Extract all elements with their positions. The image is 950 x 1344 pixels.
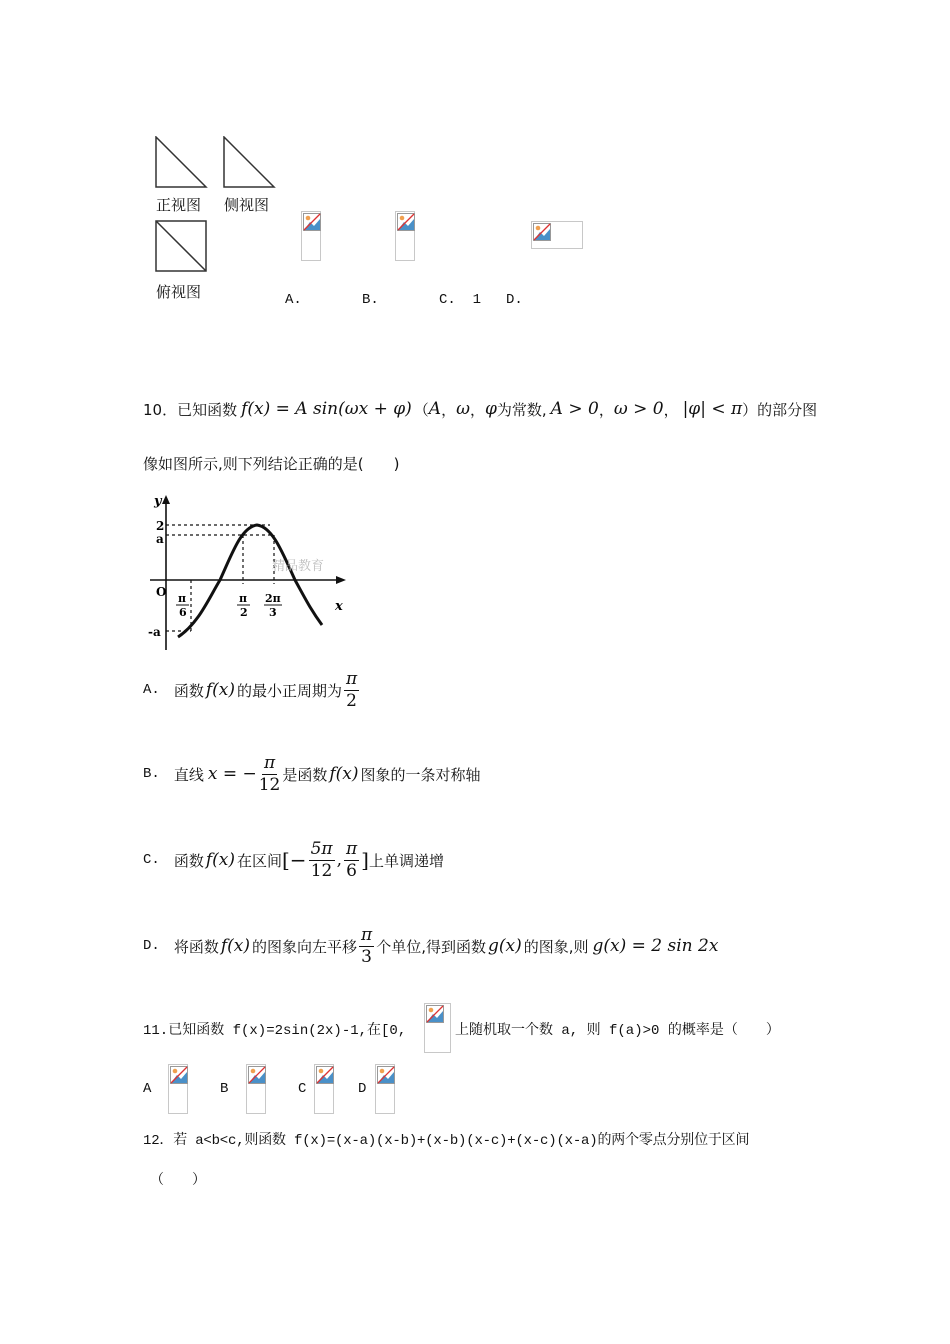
- comma: ，: [469, 400, 485, 419]
- x-tick-1-num: π: [178, 592, 187, 605]
- q10-sine-graph: [146, 492, 361, 654]
- q12-stem-line2: （ ）: [150, 1173, 206, 1189]
- x-tick-2-num: π: [239, 592, 248, 605]
- q11-option-c-image: [314, 1064, 334, 1114]
- function-g-result: g(x) = 2 sin 2x: [592, 936, 719, 956]
- q10-option-b: [143, 752, 481, 796]
- bracket: ]: [361, 848, 369, 872]
- q11-interval-image: [424, 1003, 451, 1053]
- condition-omega: ω > 0: [613, 399, 664, 419]
- function-f: f(x): [205, 680, 235, 700]
- const-phi: φ: [484, 399, 497, 419]
- side-view-label: 侧视图: [224, 196, 270, 214]
- sine-curve: [178, 525, 325, 637]
- q9-option-b: B.: [362, 292, 379, 308]
- x-tick-1-den: 6: [179, 606, 187, 619]
- option-text: 函数: [173, 681, 204, 700]
- numerator: π: [345, 838, 358, 859]
- q11-option-b-image: [246, 1064, 266, 1114]
- broken-image-icon: [377, 1066, 395, 1084]
- function-f: f(x): [205, 850, 235, 870]
- q9-option-d: D.: [506, 292, 523, 308]
- bracket: [−: [282, 848, 307, 872]
- constant-text: 为常数,: [496, 400, 547, 419]
- q11-option-a-label: A: [143, 1081, 152, 1097]
- fraction-5pi-over-12: [309, 838, 335, 881]
- q10-tail: ）的部分图: [742, 400, 818, 419]
- numerator: π: [361, 924, 373, 945]
- x-tick-3-den: 3: [269, 606, 277, 619]
- denominator: 3: [361, 946, 372, 967]
- const-a: A: [428, 399, 442, 419]
- comma: ，: [441, 400, 457, 419]
- option-label: B.: [143, 766, 160, 782]
- q9-option-a: A.: [285, 292, 302, 308]
- function-g: g(x): [487, 936, 522, 956]
- denominator: 12: [310, 860, 333, 881]
- q11-option-d-label: D: [358, 1081, 367, 1097]
- numerator: π: [263, 752, 276, 773]
- comma: ,: [336, 850, 342, 870]
- q10-option-a: [143, 668, 361, 712]
- option-text: 图象的一条对称轴: [360, 765, 481, 784]
- x-axis-label: x: [335, 599, 343, 614]
- tick-neg-a: -a: [148, 625, 161, 639]
- broken-image-icon: [426, 1005, 444, 1023]
- denominator: 2: [346, 690, 357, 711]
- answer-image-b: [395, 211, 415, 261]
- denominator: 12: [258, 774, 281, 795]
- q11-option-a-image: [168, 1064, 188, 1114]
- condition-phi: |φ| < π: [682, 399, 743, 419]
- fraction-pi-over-3: [359, 924, 374, 967]
- answer-image-a: [301, 211, 321, 261]
- answer-image-d: [531, 221, 583, 249]
- option-text: 的最小正周期为: [236, 681, 342, 700]
- q10-intro: 已知函数: [177, 400, 238, 419]
- condition-a: A > 0: [550, 399, 599, 419]
- option-label: D.: [143, 938, 160, 954]
- top-view-label: 俯视图: [156, 283, 202, 301]
- q11-option-d-image: [375, 1064, 395, 1114]
- option-label: C.: [143, 852, 160, 868]
- q11-text-before: 11.已知函数 f(x)=2sin(2x)-1,在[0,: [143, 1023, 407, 1039]
- q11-text-after: 上随机取一个数 a, 则 f(a)>0 的概率是（ ）: [455, 1023, 780, 1039]
- const-omega: ω: [456, 399, 470, 419]
- q10-option-c: [143, 838, 444, 882]
- option-label: A.: [143, 682, 160, 698]
- q11-option-c-label: C: [298, 1081, 307, 1097]
- q10-option-d: [143, 924, 718, 968]
- paren: （: [413, 400, 429, 419]
- numerator: 5π: [310, 838, 333, 859]
- y-axis-label: y: [154, 494, 162, 509]
- x-tick-3-num: 2π: [265, 592, 281, 605]
- option-text: 函数: [173, 851, 204, 870]
- q11-option-b-label: B: [220, 1081, 229, 1097]
- q10-stem-line1: [143, 396, 817, 422]
- fraction-pi-over-6: [344, 838, 359, 881]
- numerator: π: [346, 668, 358, 689]
- q10-stem-line2: 像如图所示,则下列结论正确的是( ): [143, 455, 400, 473]
- side-view-figure: [223, 136, 278, 190]
- line-x: x = −: [207, 764, 257, 784]
- option-text: 直线: [173, 765, 204, 784]
- option-text: 的图象向左平移: [251, 937, 357, 956]
- tick-2: 2: [156, 519, 165, 533]
- front-view-figure: [155, 136, 210, 190]
- option-text: 在区间: [236, 851, 282, 870]
- denominator: 6: [346, 860, 357, 881]
- watermark: 精品教育: [272, 559, 325, 574]
- broken-image-icon: [533, 223, 551, 241]
- function-f: f(x): [220, 936, 250, 956]
- comma: ，: [663, 400, 679, 419]
- q12-stem-line1: 12．若 a<b<c,则函数 f(x)=(x-a)(x-b)+(x-b)(x-c)+(x-c)(x-a)的两个零点分别位于区间: [143, 1133, 750, 1149]
- broken-image-icon: [303, 213, 321, 231]
- broken-image-icon: [248, 1066, 266, 1084]
- top-view-figure: [155, 220, 210, 274]
- broken-image-icon: [316, 1066, 334, 1084]
- option-text: 个单位,得到函数: [376, 937, 486, 956]
- x-tick-2-den: 2: [240, 606, 248, 619]
- fraction-pi-over-2: [344, 668, 359, 711]
- q10-number: 10．: [143, 400, 178, 419]
- option-text: 是函数: [282, 765, 328, 784]
- option-text: 上单调递增: [368, 851, 444, 870]
- option-text: 的图象,则: [523, 937, 589, 956]
- comma: ，: [598, 400, 614, 419]
- q9-option-c: C. 1: [439, 292, 482, 308]
- broken-image-icon: [397, 213, 415, 231]
- origin-label: O: [156, 585, 167, 599]
- tick-a: a: [156, 532, 164, 546]
- broken-image-icon: [170, 1066, 188, 1084]
- q10-function: f(x) = A sin(ωx + φ): [241, 399, 412, 419]
- function-f: f(x): [329, 764, 359, 784]
- option-text: 将函数: [173, 937, 219, 956]
- fraction-pi-over-12: [258, 752, 281, 795]
- front-view-label: 正视图: [156, 196, 202, 214]
